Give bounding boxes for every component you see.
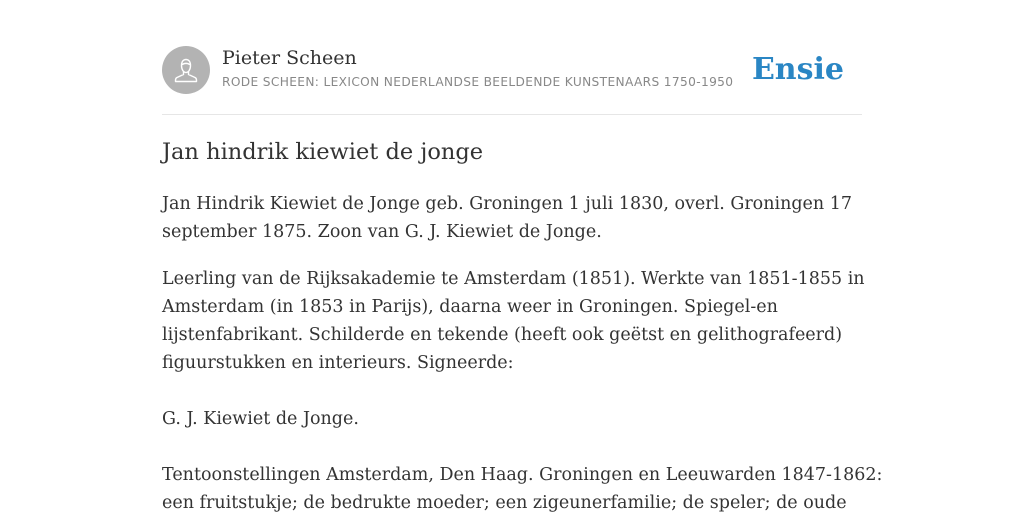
line-break (162, 377, 862, 405)
paragraph-1 (162, 190, 862, 246)
avatar[interactable] (162, 46, 210, 94)
author-name[interactable]: Pieter Scheen (222, 47, 357, 69)
text-line: G. J. Kiewiet de Jonge. (162, 409, 359, 429)
paragraph-2 (162, 265, 883, 512)
text-line: een fruitstukje; de bedrukte moeder; een zigeunerfamilie; de speler; de oude (162, 493, 847, 512)
text-line: Amsterdam (in 1853 in Parijs), daarna weer in Groningen. Spiegel-en (162, 297, 778, 317)
text-line: Leerling van de Rijksakademie te Amsterdam (1851). Werkte van 1851-1855 in (162, 269, 865, 289)
text-line: figuurstukken en interieurs. Signeerde: (162, 353, 514, 373)
line-break (162, 433, 862, 461)
text-line: september 1875. Zoon van G. J. Kiewiet de Jonge. (162, 222, 602, 242)
user-silhouette-icon (162, 46, 210, 94)
text-line: lijstenfabrikant. Schilderde en tekende (heeft ook geëtst en gelithografeerd) (162, 325, 843, 345)
article-header (162, 46, 862, 115)
text-line: Jan Hindrik Kiewiet de Jonge geb. Groningen 1 juli 1830, overl. Groningen 17 (162, 194, 853, 214)
source-label[interactable]: RODE SCHEEN: LEXICON NEDERLANDSE BEELDENDE KUNSTENAARS 1750-1950 (222, 75, 734, 89)
article-body (162, 190, 883, 512)
article-title: Jan hindrik kiewiet de jonge (162, 139, 484, 165)
text-line: Tentoonstellingen Amsterdam, Den Haag. Groningen en Leeuwarden 1847-1862: (162, 465, 883, 485)
brand-logo[interactable]: Ensie (751, 52, 844, 87)
